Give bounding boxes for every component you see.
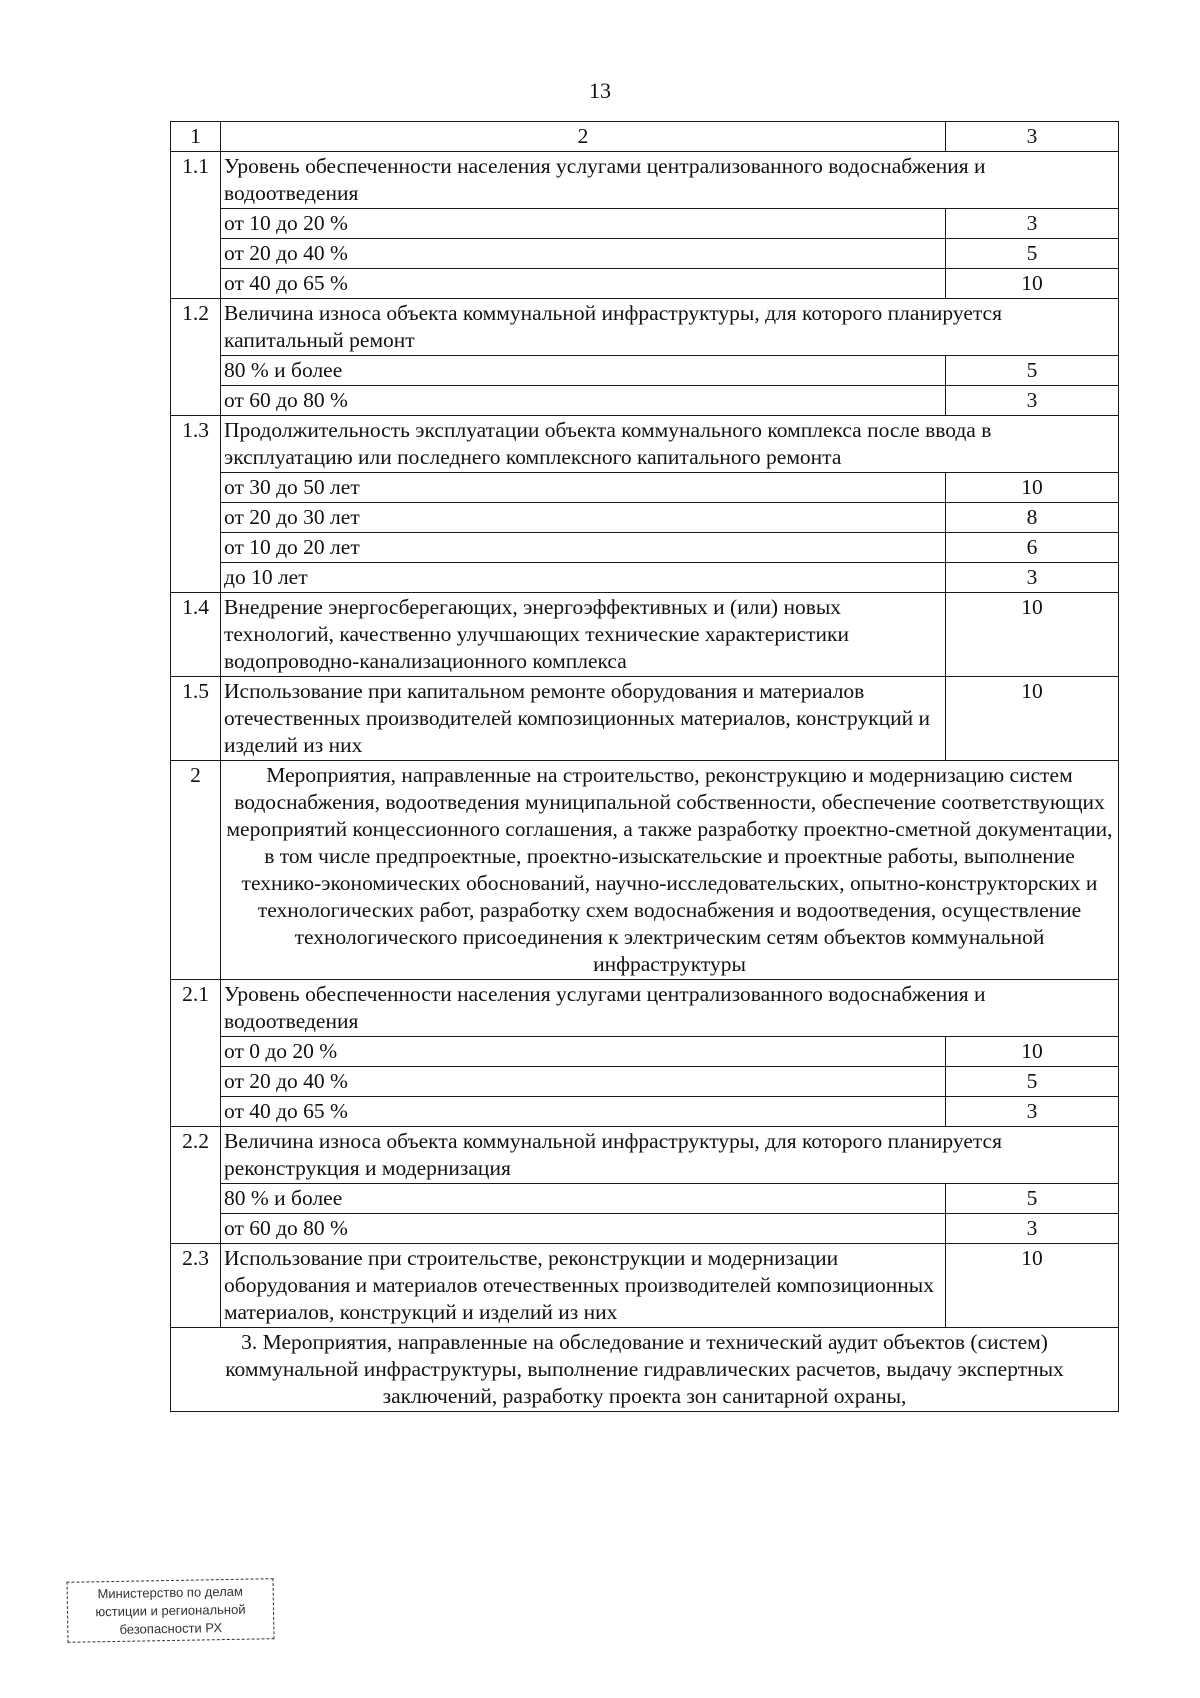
criterion-score: 6 bbox=[946, 533, 1119, 563]
section-number: 2 bbox=[171, 761, 221, 980]
section-row bbox=[171, 980, 1119, 1037]
criterion-score: 5 bbox=[946, 356, 1119, 386]
section-row bbox=[171, 1244, 1119, 1328]
table-row bbox=[171, 209, 1119, 239]
table-header-row bbox=[171, 122, 1119, 152]
criterion-score: 3 bbox=[946, 209, 1119, 239]
stamp-line: безопасности РХ bbox=[119, 1620, 223, 1637]
section-number: 2.2 bbox=[171, 1127, 221, 1244]
criterion-score: 3 bbox=[946, 386, 1119, 416]
section-title: Использование при строительстве, реконструкции и модернизации оборудования и материалов отечественных производителей композиционных материалов, конструкций и изделий из них bbox=[221, 1244, 946, 1328]
section-title: Использование при капитальном ремонте оборудования и материалов отечественных производителей композиционных материалов, конструкций и изделий из них bbox=[221, 677, 946, 761]
table-row bbox=[171, 1184, 1119, 1214]
table-row bbox=[171, 1067, 1119, 1097]
section-number: 1.2 bbox=[171, 299, 221, 416]
criterion-score: 5 bbox=[946, 239, 1119, 269]
criterion-label: от 10 до 20 % bbox=[221, 209, 946, 239]
section-title: Величина износа объекта коммунальной инфраструктуры, для которого планируется капитальный ремонт bbox=[221, 299, 1119, 356]
criterion-label: от 10 до 20 лет bbox=[221, 533, 946, 563]
section-number: 1.3 bbox=[171, 416, 221, 593]
criterion-score: 10 bbox=[946, 473, 1119, 503]
section-row bbox=[171, 416, 1119, 473]
criterion-score: 3 bbox=[946, 1214, 1119, 1244]
section-title: Уровень обеспеченности населения услугами централизованного водоснабжения и водоотведения bbox=[221, 152, 1119, 209]
criteria-table bbox=[170, 121, 1119, 1412]
table-row bbox=[171, 386, 1119, 416]
criterion-label: 80 % и более bbox=[221, 356, 946, 386]
header-col-1: 1 bbox=[171, 122, 221, 152]
section-title: Продолжительность эксплуатации объекта коммунального комплекса после ввода в эксплуатацию или последнего комплексного капитального ремонта bbox=[221, 416, 1119, 473]
criterion-label: от 20 до 40 % bbox=[221, 1067, 946, 1097]
section-title: Уровень обеспеченности населения услугами централизованного водоснабжения и водоотведения bbox=[221, 980, 1119, 1037]
criterion-label: до 10 лет bbox=[221, 563, 946, 593]
table-row bbox=[171, 533, 1119, 563]
header-col-2: 2 bbox=[221, 122, 946, 152]
table-row bbox=[171, 269, 1119, 299]
section-row bbox=[171, 761, 1119, 980]
stamp-line: Министерство по делам bbox=[97, 1583, 243, 1602]
criterion-score: 10 bbox=[946, 593, 1119, 677]
criterion-label: от 40 до 65 % bbox=[221, 269, 946, 299]
criterion-label: от 60 до 80 % bbox=[221, 1214, 946, 1244]
criterion-label: от 40 до 65 % bbox=[221, 1097, 946, 1127]
section-heading: Мероприятия, направленные на строительство, реконструкцию и модернизацию систем водоснабжения, водоотведения муниципальной собственности, обеспечение соответствующих мероприятий концессионного соглашения, а также разработку проектно-сметной документации, в том числе предпроектные, проектно-изыскательские и проектные работы, выполнение технико-экономических обоснований, научно-исследовательских, опытно-конструкторских и технологических работ, разработку схем водоснабжения и водоотведения, осуществление технологического присоединения к электрическим сетям объектов коммунальной инфраструктуры bbox=[221, 761, 1119, 980]
table-row bbox=[171, 1097, 1119, 1127]
criterion-label: от 0 до 20 % bbox=[221, 1037, 946, 1067]
criterion-label: от 60 до 80 % bbox=[221, 386, 946, 416]
section-row bbox=[171, 1127, 1119, 1184]
criterion-score: 8 bbox=[946, 503, 1119, 533]
section-row bbox=[171, 677, 1119, 761]
table-row bbox=[171, 503, 1119, 533]
section-title: Величина износа объекта коммунальной инфраструктуры, для которого планируется реконструкция и модернизация bbox=[221, 1127, 1119, 1184]
table-row bbox=[171, 1037, 1119, 1067]
table-row bbox=[171, 563, 1119, 593]
criterion-score: 5 bbox=[946, 1067, 1119, 1097]
section-number: 2.1 bbox=[171, 980, 221, 1127]
criterion-label: 80 % и более bbox=[221, 1184, 946, 1214]
criterion-score: 3 bbox=[946, 1097, 1119, 1127]
section-number: 1.4 bbox=[171, 593, 221, 677]
table-row bbox=[171, 239, 1119, 269]
section-number: 1.1 bbox=[171, 152, 221, 299]
section-title: Внедрение энергосберегающих, энергоэффективных и (или) новых технологий, качественно улучшающих технические характеристики водопроводно-канализационного комплекса bbox=[221, 593, 946, 677]
section-row bbox=[171, 152, 1119, 209]
section-row bbox=[171, 299, 1119, 356]
table-row bbox=[171, 473, 1119, 503]
criterion-label: от 30 до 50 лет bbox=[221, 473, 946, 503]
section-number: 1.5 bbox=[171, 677, 221, 761]
criterion-score: 10 bbox=[946, 677, 1119, 761]
criterion-score: 10 bbox=[946, 269, 1119, 299]
table-row bbox=[171, 356, 1119, 386]
criterion-score: 10 bbox=[946, 1037, 1119, 1067]
section-number: 2.3 bbox=[171, 1244, 221, 1328]
section-heading: 3. Мероприятия, направленные на обследование и технический аудит объектов (систем) коммунальной инфраструктуры, выполнение гидравлических расчетов, выдачу экспертных заключений, разработку проекта зон санитарной охраны, bbox=[171, 1328, 1119, 1412]
ministry-stamp bbox=[66, 1578, 274, 1643]
criterion-score: 10 bbox=[946, 1244, 1119, 1328]
section-row bbox=[171, 1328, 1119, 1412]
criterion-score: 3 bbox=[946, 563, 1119, 593]
criterion-label: от 20 до 30 лет bbox=[221, 503, 946, 533]
header-col-3: 3 bbox=[946, 122, 1119, 152]
criterion-label: от 20 до 40 % bbox=[221, 239, 946, 269]
stamp-line: юстиции и региональной bbox=[95, 1601, 246, 1620]
table-row bbox=[171, 1214, 1119, 1244]
criterion-score: 5 bbox=[946, 1184, 1119, 1214]
section-row bbox=[171, 593, 1119, 677]
page-number: 13 bbox=[589, 78, 611, 103]
